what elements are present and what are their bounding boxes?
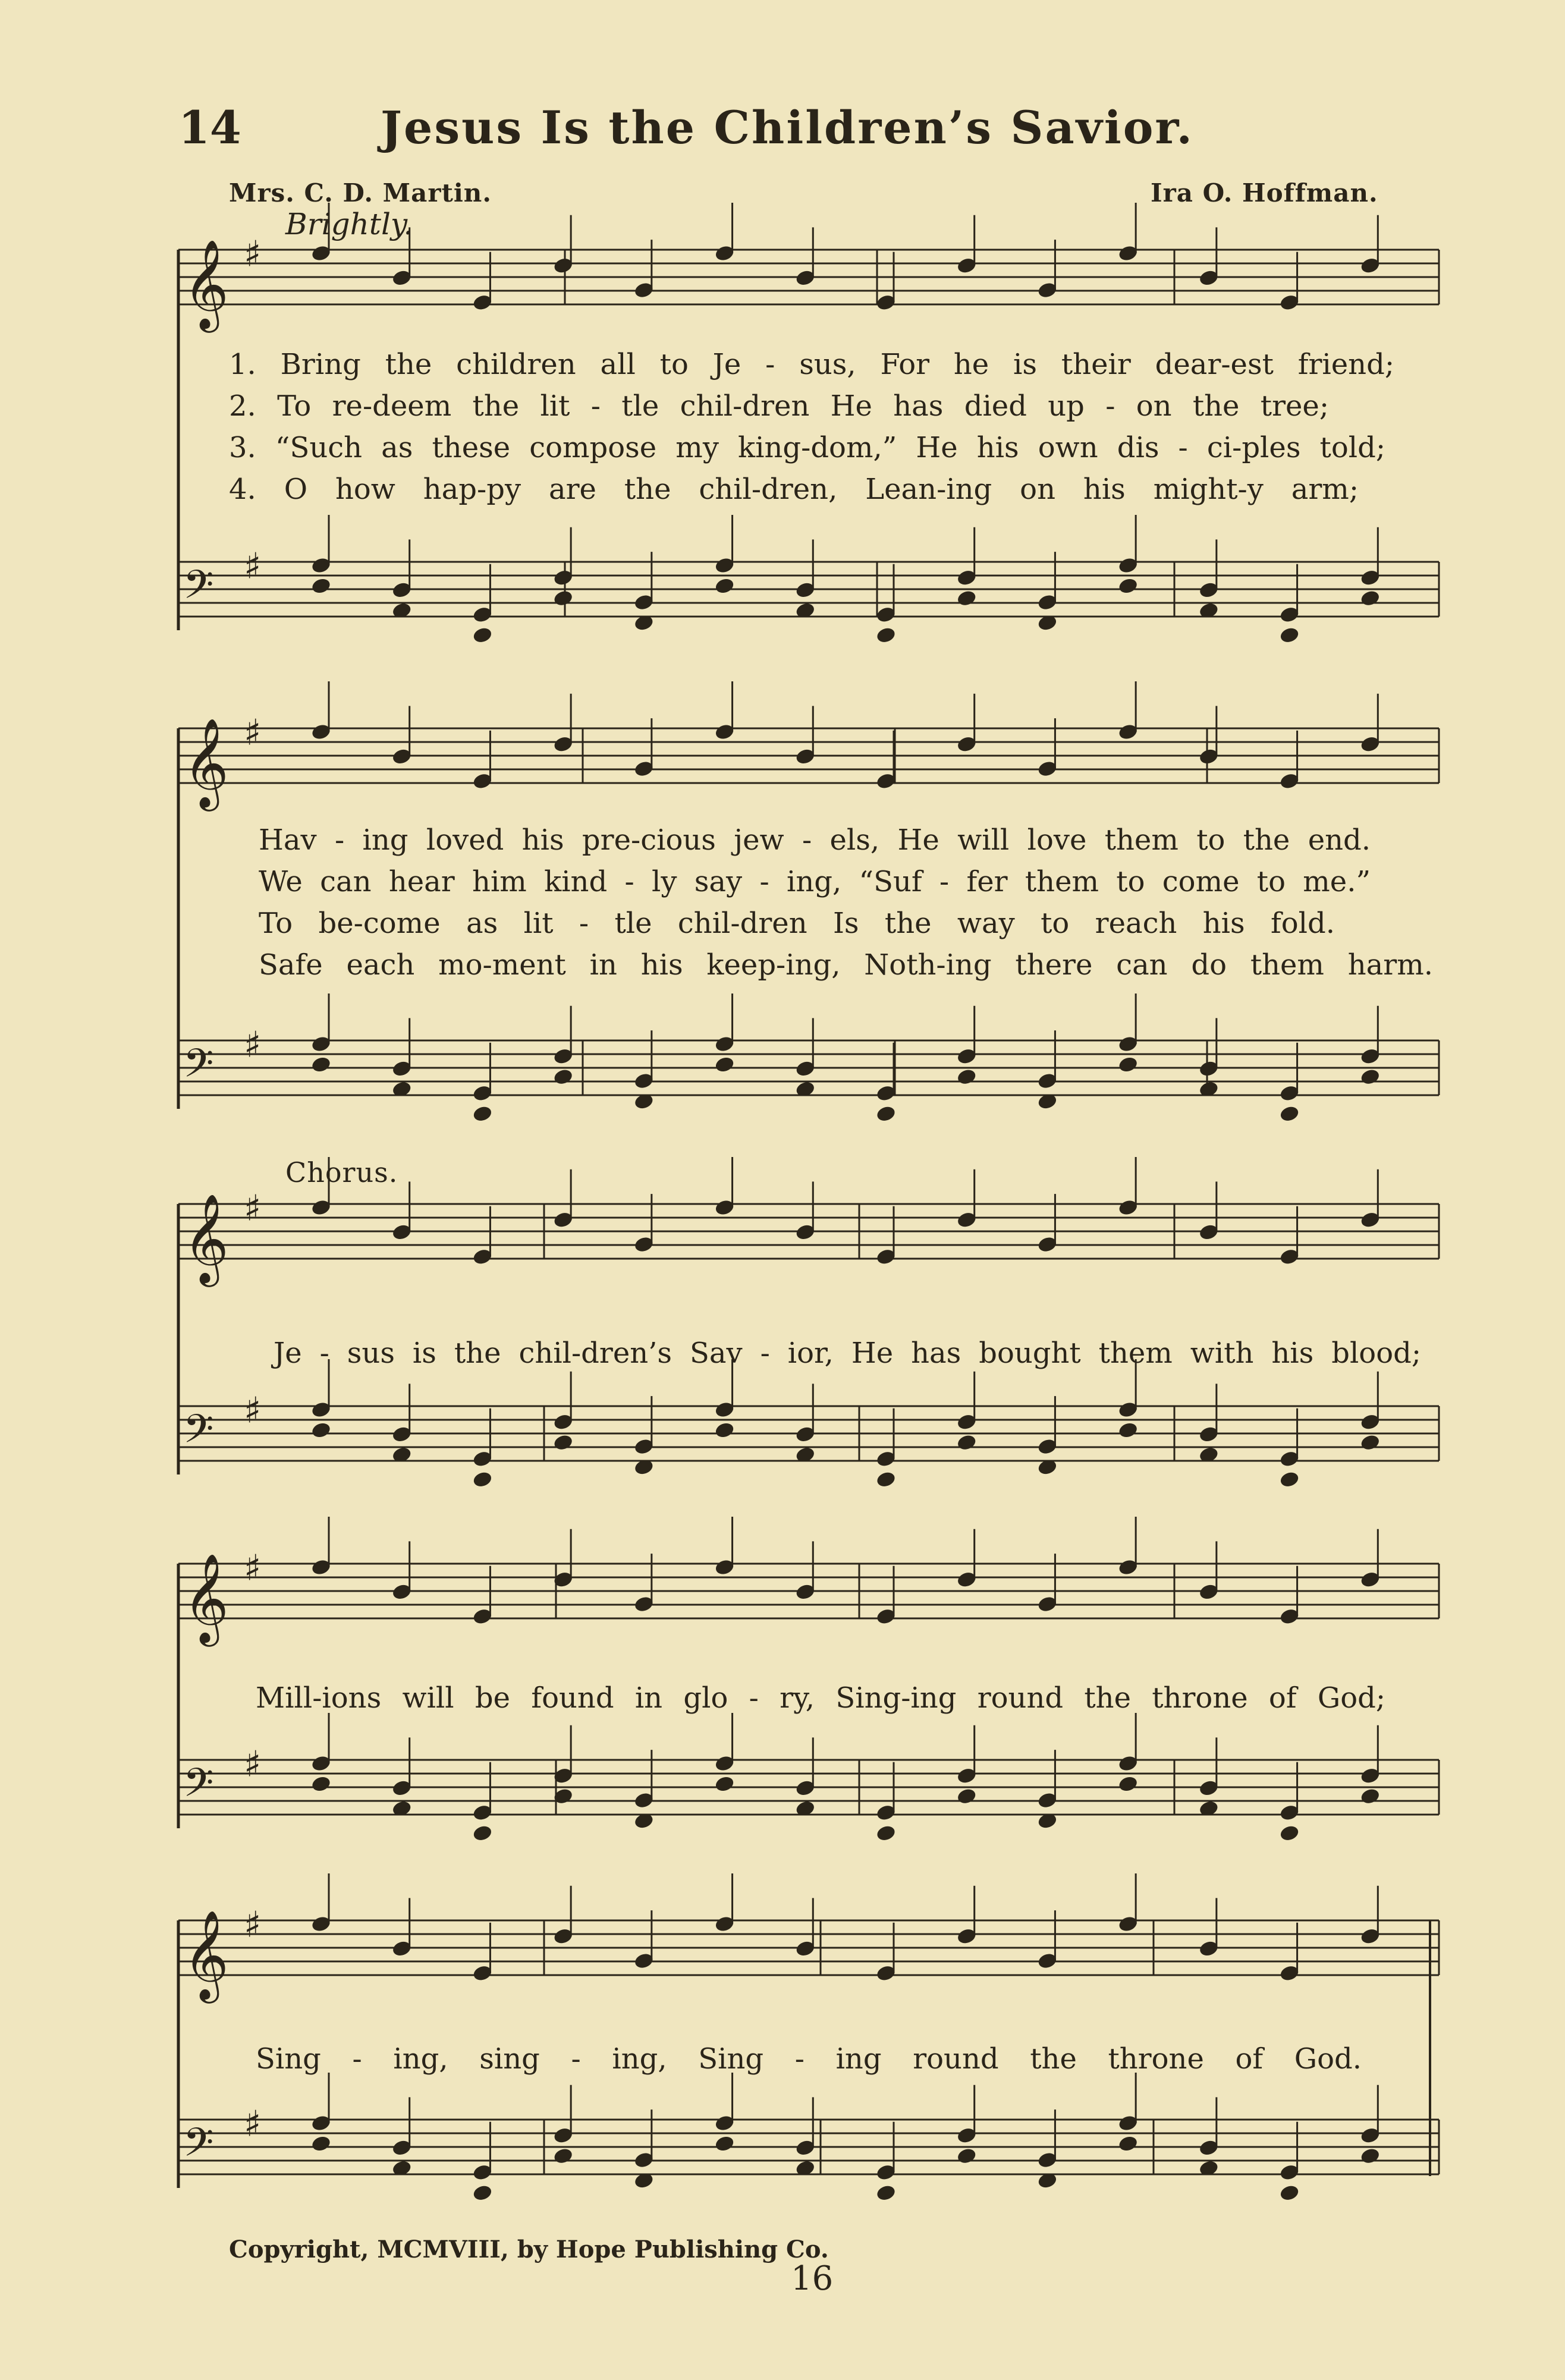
- note-head: [472, 626, 494, 644]
- note-head: [472, 1470, 494, 1489]
- key-signature-sharp: ♯: [244, 545, 262, 587]
- note-head: [310, 1775, 332, 1793]
- note-head: [956, 2147, 978, 2165]
- key-signature-sharp: ♯: [244, 1547, 262, 1589]
- note-head: [956, 1433, 978, 1452]
- note-head: [714, 1055, 736, 1074]
- note-head: [1359, 1433, 1381, 1452]
- note-head: [714, 1421, 736, 1439]
- hymn-title: Jesus Is the Children’s Savior.: [381, 101, 1194, 154]
- note-head: [552, 589, 574, 608]
- chorus-line-1: Je - sus is the chil-dren’s Sav - ior, He has bought them with his blood;: [274, 1337, 1421, 1370]
- key-signature-sharp: ♯: [244, 1187, 262, 1230]
- verse-1-line-1: 1. Bring the children all to Je - sus, For he is their dear-est friend;: [229, 348, 1394, 381]
- note-head: [875, 626, 897, 644]
- clef-symbol: 𝄢: [183, 1406, 214, 1461]
- verse-2-line-1: 2. To re-deem the lit - tle chil-dren He has died up - on the tree;: [229, 389, 1329, 423]
- tempo-marking: Brightly.: [285, 207, 413, 241]
- clef-symbol: 𝄢: [183, 1040, 214, 1096]
- note-head: [1279, 626, 1300, 644]
- note-head: [714, 1775, 736, 1793]
- note-head: [714, 2134, 736, 2153]
- verse-4-line-1: 4. O how hap-py are the chil-dren, Lean-ing on his might-y arm;: [229, 473, 1359, 506]
- note-head: [956, 589, 978, 608]
- note-head: [1279, 1105, 1300, 1123]
- note-head: [310, 2134, 332, 2153]
- clef-symbol: 𝄢: [183, 2120, 214, 2175]
- clef-symbol: 𝄞: [183, 717, 229, 807]
- key-signature-sharp: ♯: [244, 233, 262, 275]
- key-signature-sharp: ♯: [244, 1389, 262, 1432]
- note-head: [1279, 1824, 1300, 1843]
- note-head: [956, 1068, 978, 1086]
- note-head: [1117, 577, 1139, 595]
- verse-2-line-2: We can hear him kind - ly say - ing, “Suf - fer them to come to me.”: [259, 865, 1371, 898]
- key-signature-sharp: ♯: [244, 712, 262, 754]
- clef-symbol: 𝄞: [183, 1552, 229, 1643]
- note-head: [956, 1787, 978, 1806]
- clef-symbol: 𝄞: [183, 238, 229, 329]
- verse-4-line-2: Safe each mo-ment in his keep-ing, Noth-ing there can do them harm.: [259, 948, 1433, 982]
- note-head: [552, 1433, 574, 1452]
- note-head: [472, 1105, 494, 1123]
- note-head: [310, 577, 332, 595]
- composer-credit: Ira O. Hoffman.: [1151, 178, 1378, 207]
- key-signature-sharp: ♯: [244, 1024, 262, 1066]
- note-head: [1117, 2134, 1139, 2153]
- clef-symbol: 𝄞: [183, 1193, 229, 1283]
- note-head: [1117, 1421, 1139, 1439]
- note-head: [472, 2184, 494, 2202]
- note-head: [875, 1470, 897, 1489]
- note-head: [875, 1105, 897, 1123]
- chorus-label: Chorus.: [285, 1156, 398, 1189]
- note-head: [1117, 1055, 1139, 1074]
- note-head: [1359, 589, 1381, 608]
- author-credit: Mrs. C. D. Martin.: [229, 178, 492, 207]
- note-head: [875, 2184, 897, 2202]
- chorus-line-2: Mill-ions will be found in glo - ry, Sing-ing round the throne of God;: [256, 1681, 1385, 1715]
- clef-symbol: 𝄞: [183, 1909, 229, 1999]
- note-head: [714, 577, 736, 595]
- hymn-number: 14: [178, 101, 241, 154]
- copyright-notice: Copyright, MCMVIII, by Hope Publishing Co.: [229, 2236, 829, 2263]
- note-head: [1279, 2184, 1300, 2202]
- note-head: [552, 2147, 574, 2165]
- clef-symbol: 𝄢: [183, 1760, 214, 1815]
- verse-3-line-1: 3. “Such as these compose my king-dom,” He his own dis - ci-ples told;: [229, 431, 1385, 464]
- chorus-line-3: Sing - ing, sing - ing, Sing - ing round the throne of God.: [256, 2042, 1362, 2076]
- page-number: 16: [791, 2259, 834, 2298]
- key-signature-sharp: ♯: [244, 1904, 262, 1946]
- key-signature-sharp: ♯: [244, 2103, 262, 2145]
- note-head: [1117, 1775, 1139, 1793]
- note-head: [1359, 1787, 1381, 1806]
- note-head: [472, 1824, 494, 1843]
- clef-symbol: 𝄢: [183, 562, 214, 617]
- note-head: [1359, 1068, 1381, 1086]
- verse-3-line-2: To be-come as lit - tle chil-dren Is the way to reach his fold.: [259, 907, 1335, 940]
- key-signature-sharp: ♯: [244, 1743, 262, 1785]
- note-head: [1359, 2147, 1381, 2165]
- verse-1-line-2: Hav - ing loved his pre-cious jew - els, He will love them to the end.: [259, 823, 1371, 857]
- note-head: [552, 1068, 574, 1086]
- note-head: [310, 1055, 332, 1074]
- note-head: [310, 1421, 332, 1439]
- note-head: [1279, 1470, 1300, 1489]
- note-head: [875, 1824, 897, 1843]
